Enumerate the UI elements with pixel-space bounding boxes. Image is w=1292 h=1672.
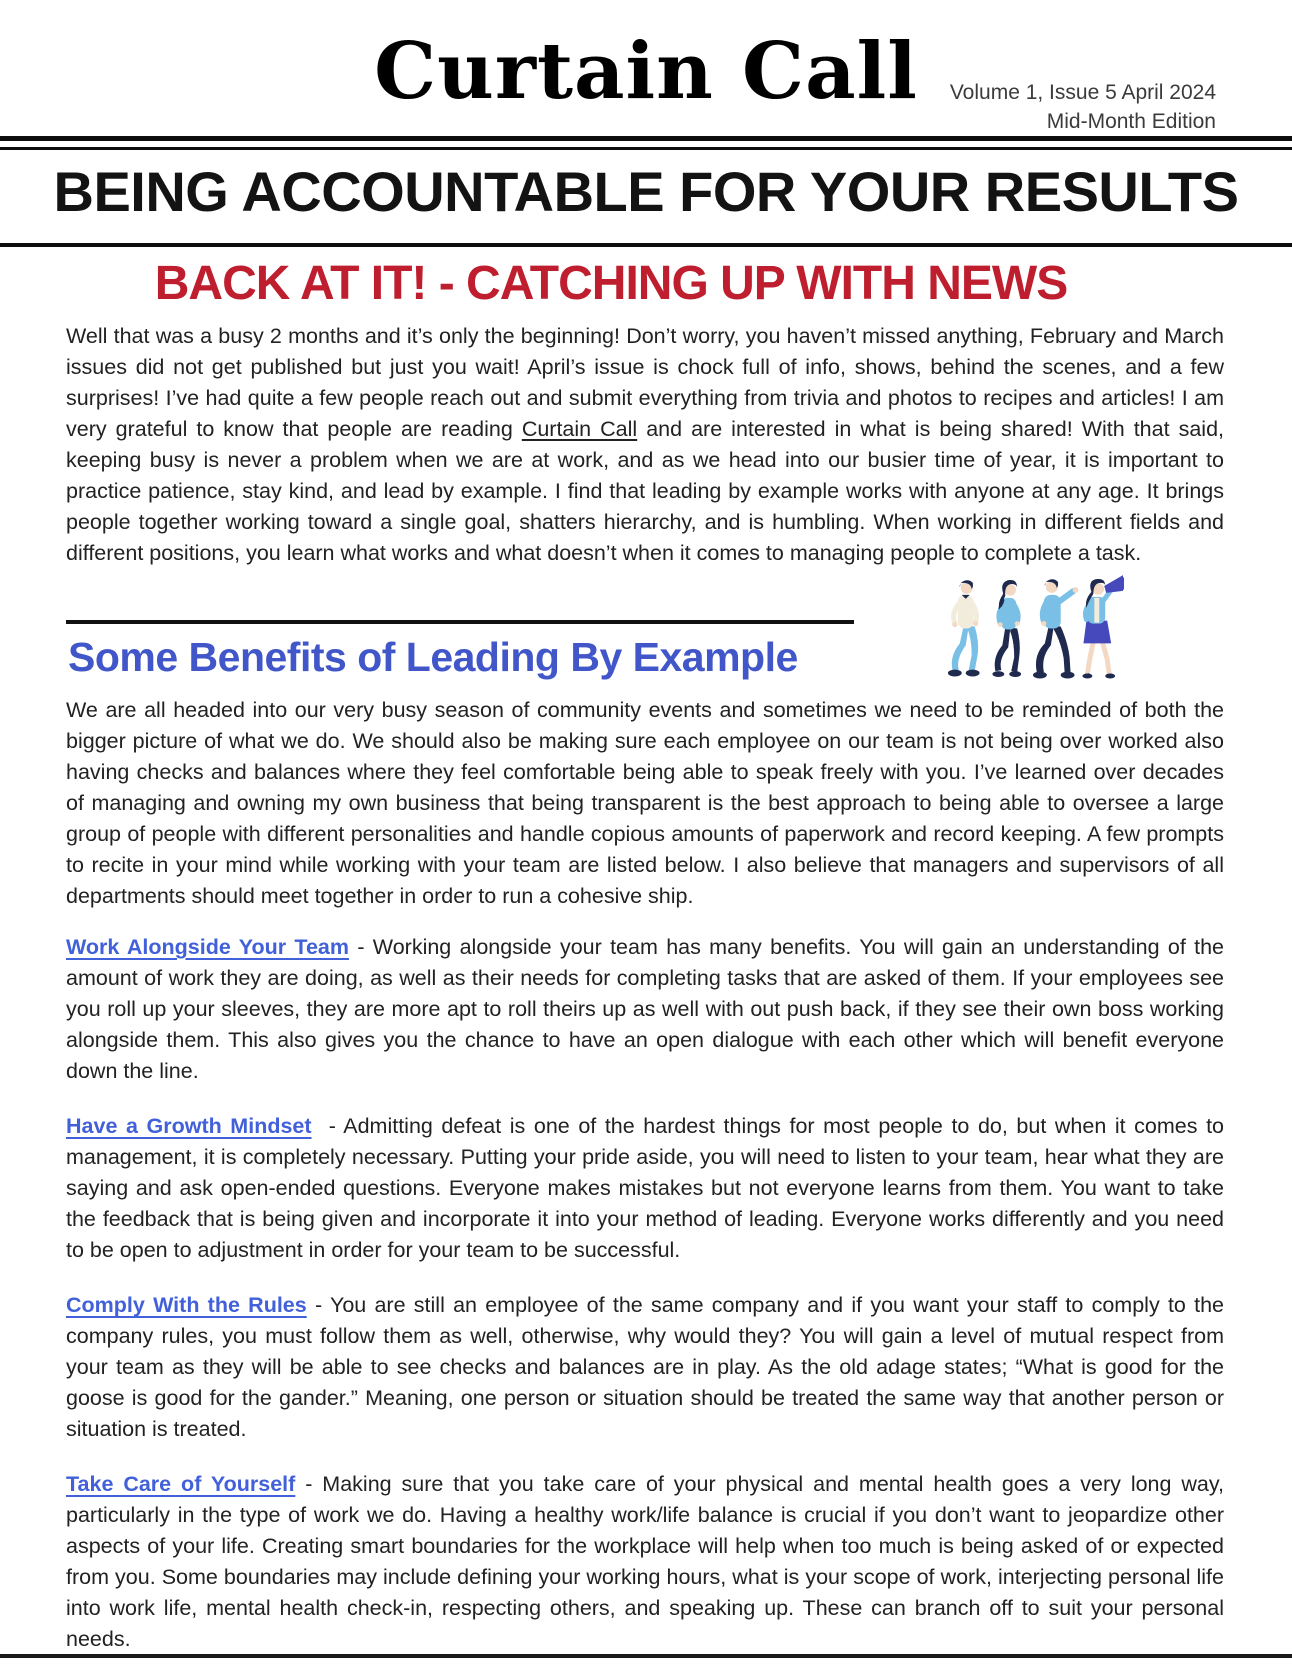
news-paragraph-end: and are interested in what is being shared! With that said, keeping busy is never a problem when we are at work, and as we head into our busier time of year, it is important to practice patience, stay kind, and lead by example. I find that leading by example works with anyone at any age. It brings people together working toward a single goal, shatters hierarchy, and is humbling. When working in different fields and different positions, you learn what works and what doesn’t when it comes to managing people to complete a task. [66,417,1225,565]
tip-title-comply-rules: Comply With the Rules [66,1293,307,1317]
tip-work-alongside [66,932,1224,1087]
tip-take-care [66,1469,1224,1655]
tip-body-comply-rules: - You are still an employee of the same company and if you want your staff to comply to the company rules, you must follow them as well, otherwise, why would they? You will gain a level of mutual respect from your team as they will be able to see checks and balances are in play. As the old adage states; “What is good for the goose is good for the gander.” Meaning, one person or situation should be treated the same way that another person or situation is treated. [66,1293,1224,1441]
news-paragraph [66,321,1224,569]
tip-title-work-alongside: Work Alongside Your Team [66,935,349,959]
tip-comply-rules [66,1290,1224,1445]
tip-body-take-care: - Making sure that you take care of your physical and mental health goes a very long way, particularly in the type of work we do. Having a healthy work/life balance is crucial if you don’t want to jeopardize other aspects of your life. Creating smart boundaries for the workplace will help when too much is being asked of or expected from you. Some boundaries may include defining your working hours, what is your scope of work, interjecting personal life into work life, mental health check-in, respecting others, and speaking up. These can branch off to suit your personal needs. [66,1472,1225,1651]
main-headline: BEING ACCOUNTABLE FOR YOUR RESULTS [53,160,1239,223]
tip-growth-mindset [66,1111,1224,1266]
walking-person-1 [948,580,980,676]
masthead-rule-thin [0,147,1292,150]
megaphone-woman [1082,575,1124,678]
headline-rule [0,243,1292,247]
tip-body-growth-mindset: - Admitting defeat is one of the hardest things for most people to do, but when it comes to management, it is completely necessary. Putting your pride aside, you will need to listen to your team, hear what they are saying and ask open-ended questions. Everyone makes mistakes but not everyone learns from them. You want to take the feedback that is being given and incorporate it into your method of leading. Everyone works differently and you need to be open to adjustment in order for your team to be successful. [66,1114,1224,1262]
section-divider-rule [66,620,854,624]
tip-title-take-care: Take Care of Yourself [66,1472,296,1496]
issue-edition-line: Mid-Month Edition [1046,110,1216,133]
benefits-heading: Some Benefits of Leading By Example [68,634,798,680]
news-paragraph-start: Well that was a busy 2 months and it’s only the beginning! Don’t worry, you haven’t missed anything, February and March issues did not get published but just you wait! April’s issue is chock full of info, shows, behind the scenes, and a few surprises! I’ve had quite a few people reach out and submit everything from trivia and photos to recipes and articles! I am very grateful to know that people are reading [66,324,1224,441]
newsletter-name-reference: Curtain Call [521,417,638,441]
issue-info [950,78,1216,136]
walking-person-3 [1033,579,1079,678]
walking-person-2 [992,580,1021,677]
issue-volume-line: Volume 1, Issue 5 April 2024 [949,81,1216,104]
news-heading: BACK AT IT! - CATCHING UP WITH NEWS [154,257,1068,310]
tips-sections [66,932,1224,1672]
masthead-rule-thick [0,136,1292,141]
people-walking-illustration [938,573,1126,689]
page-bottom-rule [0,1654,1292,1658]
tip-title-growth-mindset: Have a Growth Mindset [66,1114,312,1138]
benefits-intro-paragraph: We are all headed into our very busy season of community events and sometimes we need to be reminded of both the bigger picture of what we do. We should also be making sure each employee on our team is not being over worked also having checks and balances where they feel comfortable being able to speak freely with you. I’ve learned over decades of managing and owning my own business that being transparent is the best approach to being able to oversee a large group of people with different personalities and handle copious amounts of paperwork and record keeping. A few prompts to recite in your mind while working with your team are listed below. I also believe that managers and supervisors of all departments should meet together in order to run a cohesive ship. [66,698,1224,908]
masthead-title: Curtain Call [374,26,918,117]
tip-body-work-alongside: - Working alongside your team has many benefits. You will gain an understanding of the amount of work they are doing, as well as their needs for completing tasks that are asked of them. If your employees see you roll up your sleeves, they are more apt to roll theirs up as well with out push back, if they see their own boss working alongside them. This also gives you the chance to have an open dialogue with each other which will benefit everyone down the line. [66,935,1224,1083]
